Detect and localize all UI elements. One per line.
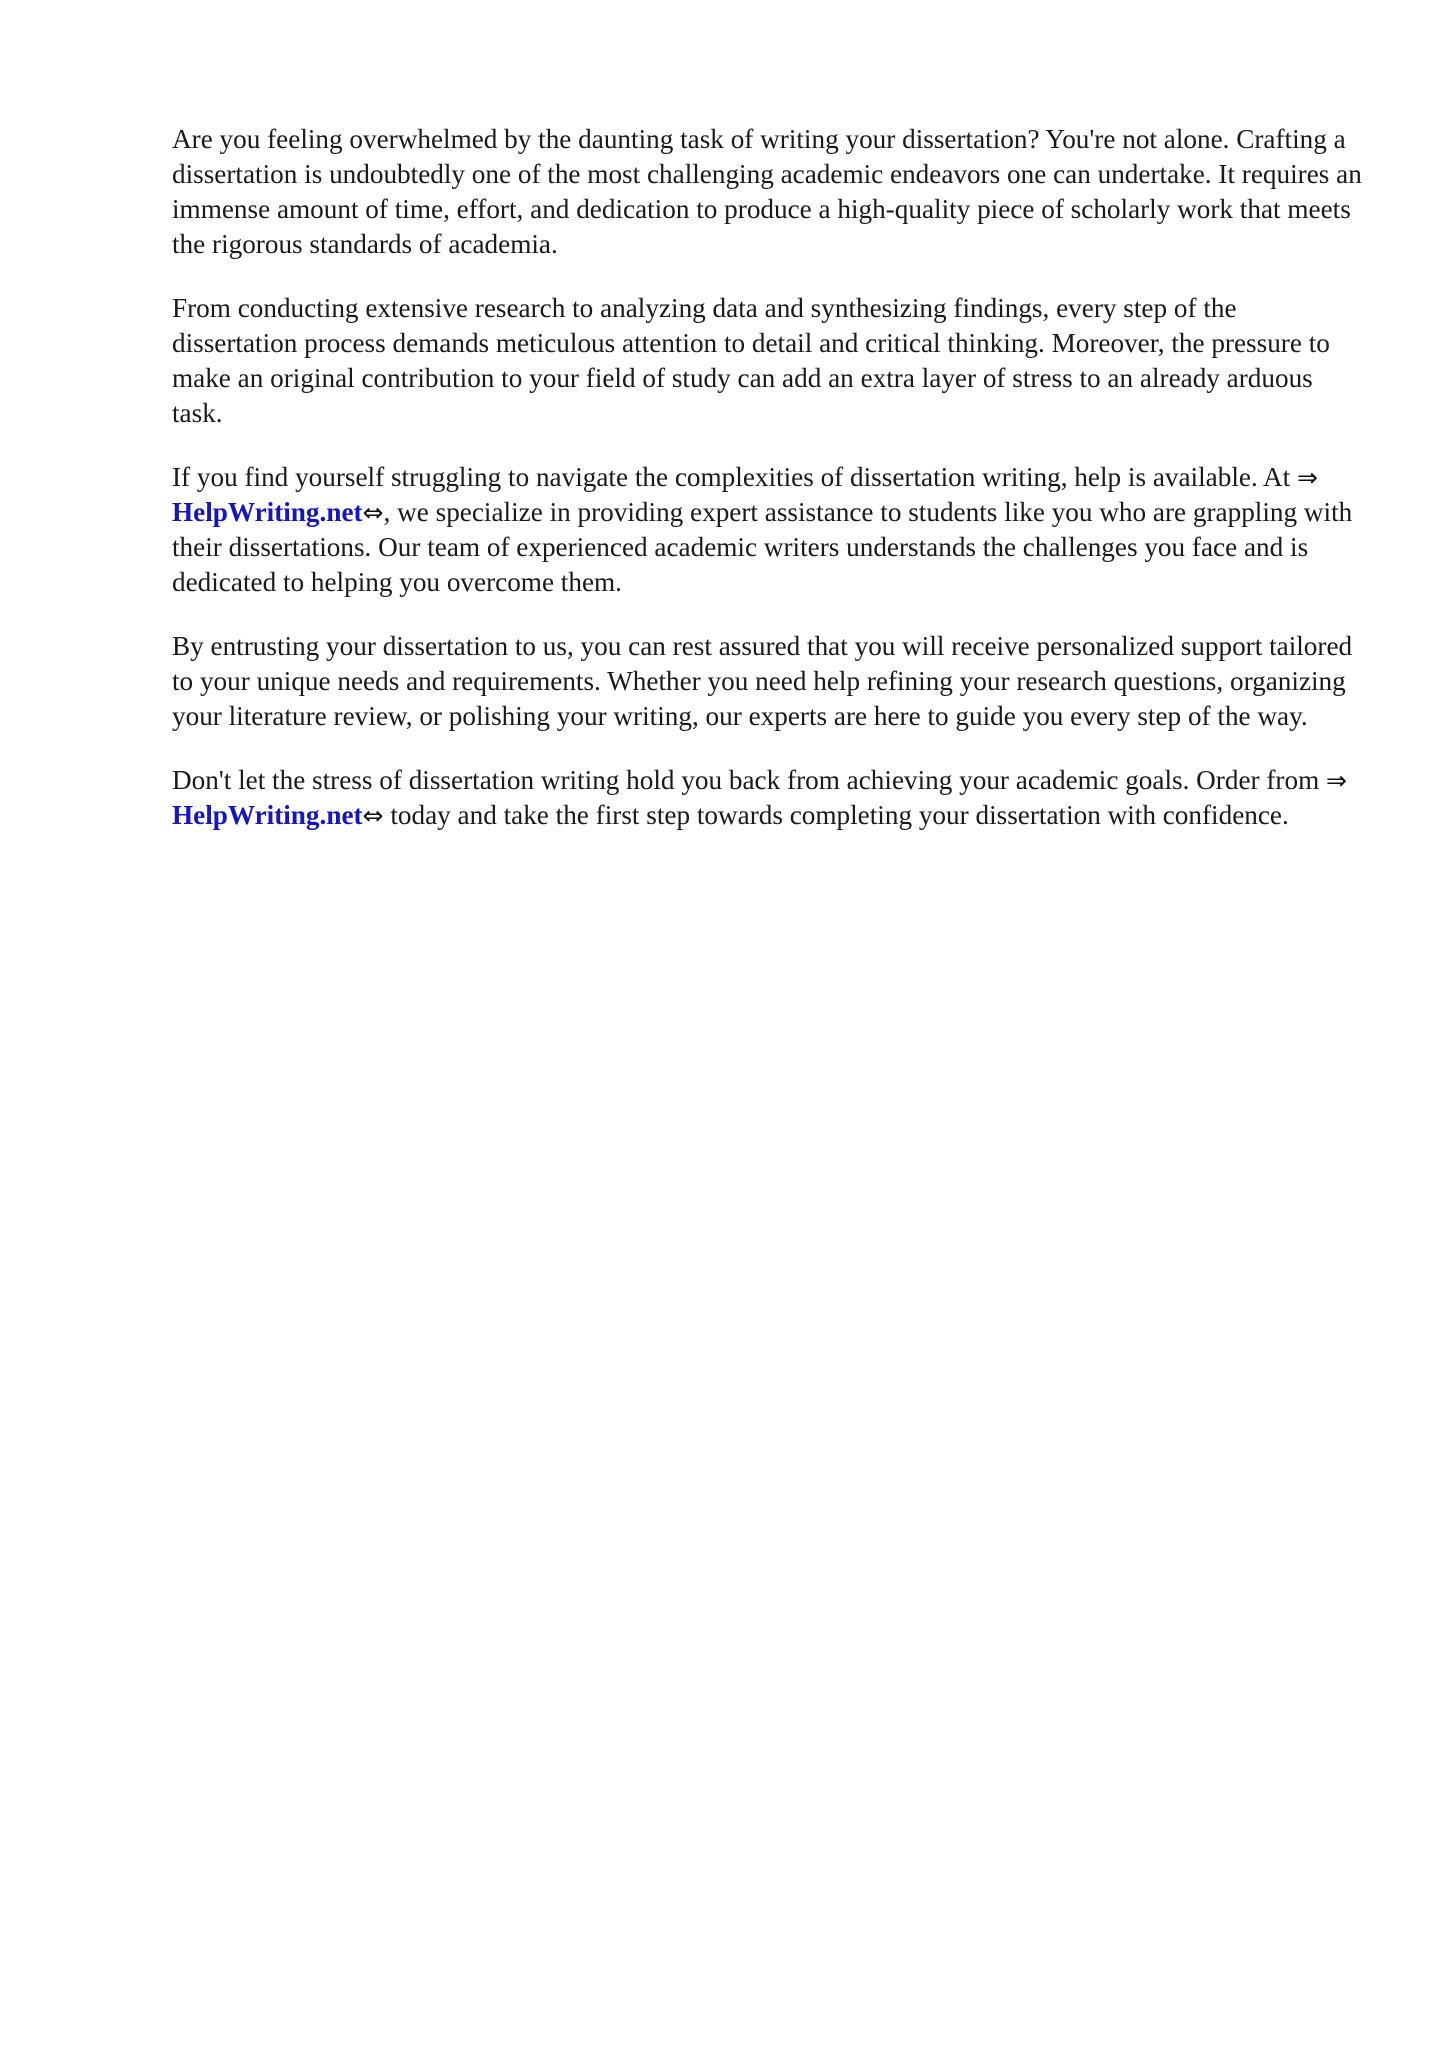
paragraph-intro: Are you feeling overwhelmed by the daunting task of writing your dissertation? You're not alone. Crafting a dissertation is undoubtedly one of the most challenging academic endeavors one can undertake. It requires an immense amount of time, effort, and dedication to produce a high-quality piece of scholarly work that meets the rigorous standards of academia.	[172, 124, 1362, 259]
paragraph-help	[172, 460, 1367, 600]
paragraph-process: From conducting extensive research to analyzing data and synthesizing findings, every step of the dissertation process demands meticulous attention to detail and critical thinking. Moreover, the pressure to make an original contribution to your field of study can add an extra layer of stress to an already arduous task.	[172, 293, 1330, 428]
paragraph-help-text-before: If you find yourself struggling to navigate the complexities of dissertation writing, help is available. At	[172, 462, 1298, 492]
document-body	[172, 122, 1367, 862]
paragraph-order-text-before: Don't let the stress of dissertation writing hold you back from achieving your academic goals. Order from	[172, 765, 1327, 795]
paragraph-support: By entrusting your dissertation to us, you can rest assured that you will receive personalized support tailored to your unique needs and requirements. Whether you need help refining your research questions, organizing your literature review, or polishing your writing, our experts are here to guide you every step of the way.	[172, 631, 1353, 731]
paragraph-help-text-after: , we specialize in providing expert assistance to students like you who are grappling with their dissertations. Our team of experienced academic writers understands the challenges you face and is dedicated to helping you overcome them.	[172, 497, 1353, 597]
helpwriting-link[interactable]: HelpWriting.net	[172, 497, 363, 527]
helpwriting-link[interactable]: HelpWriting.net	[172, 800, 363, 830]
double-arrow-icon: ⇔	[362, 498, 384, 527]
right-arrow-icon: ⇒	[1326, 766, 1347, 795]
right-arrow-icon: ⇒	[1297, 463, 1318, 492]
double-arrow-icon: ⇔	[362, 801, 384, 830]
paragraph-order-text-after: today and take the first step towards completing your dissertation with confidence.	[383, 800, 1289, 830]
paragraph-order	[172, 763, 1367, 833]
